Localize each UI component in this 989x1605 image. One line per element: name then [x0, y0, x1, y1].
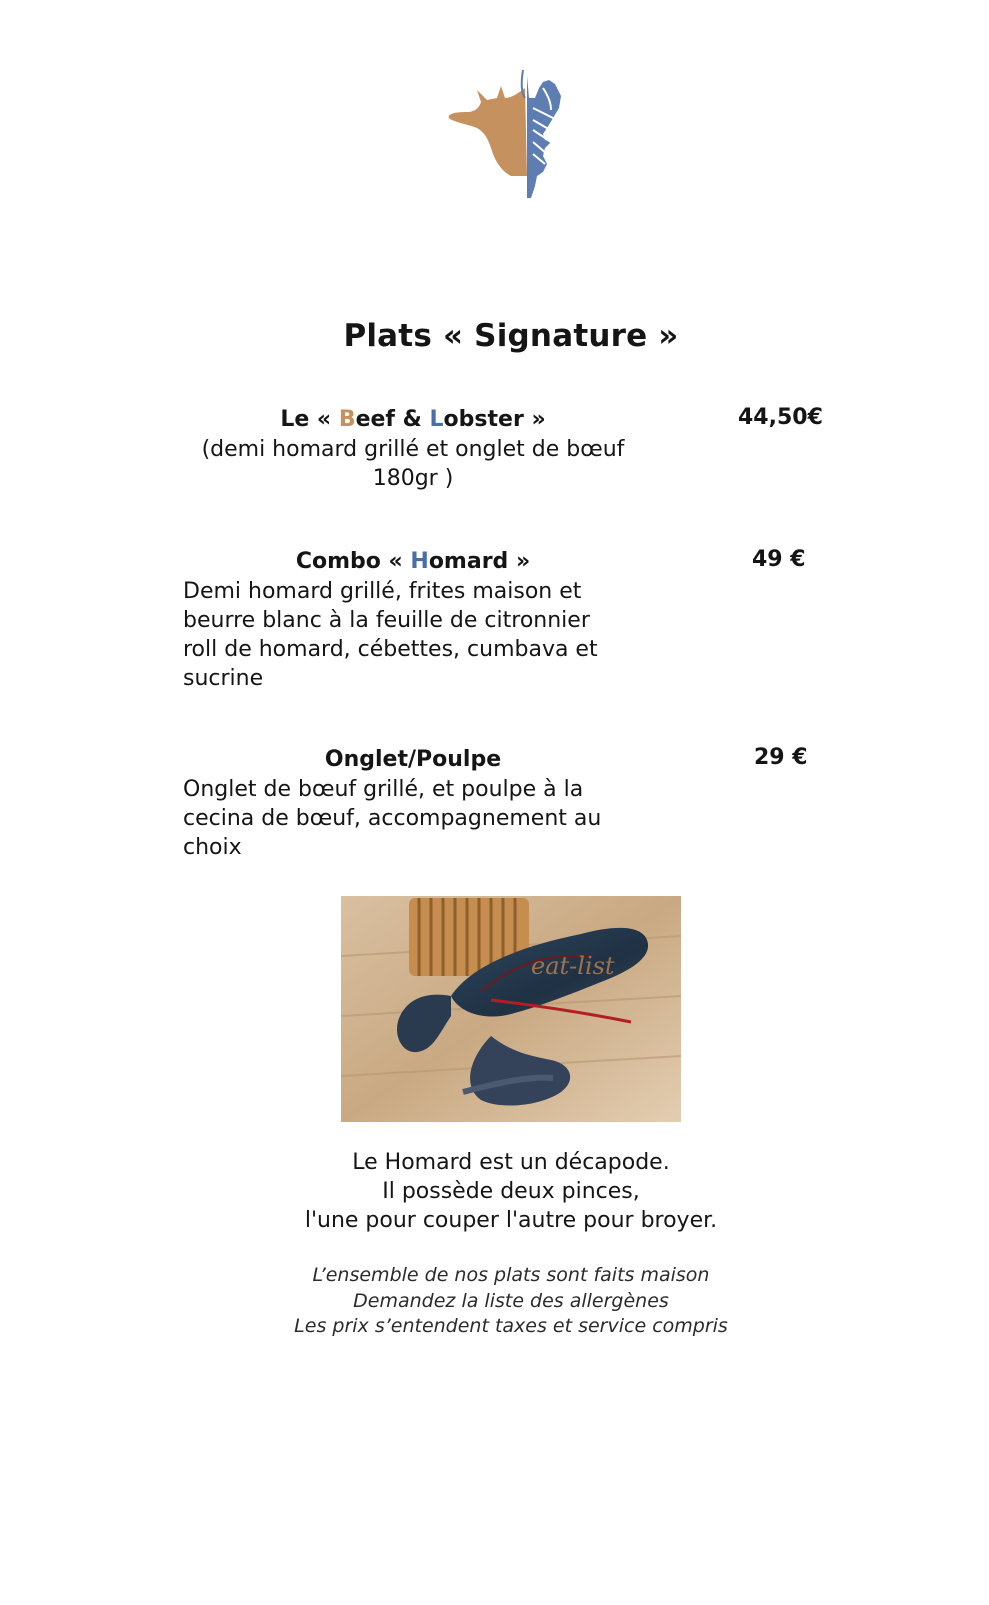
dish-combo-homard — [183, 547, 643, 693]
description-line: roll de homard, cébettes, cumbava et — [183, 637, 598, 662]
dish-price: 29 € — [754, 745, 808, 770]
dish-name-part: L — [429, 407, 444, 432]
dish-beef-lobster — [183, 405, 643, 493]
beef-lobster-logo-icon — [447, 68, 573, 200]
dish-name — [183, 405, 643, 434]
note-line: L’ensemble de nos plats sont faits maison — [312, 1264, 710, 1286]
page-title: Plats « Signature » — [343, 318, 679, 354]
description-line: choix — [183, 835, 242, 860]
description-line: 180gr ) — [372, 466, 454, 491]
description-line: Onglet de bœuf grillé, et poulpe à la — [183, 777, 584, 802]
description-line: sucrine — [183, 666, 264, 691]
dish-name: Onglet/Poulpe — [324, 747, 502, 772]
fact-line: l'une pour couper l'autre pour broyer. — [304, 1208, 718, 1233]
dish-name-part: Combo « — [295, 549, 411, 574]
description-line: beurre blanc à la feuille de citronnier — [183, 608, 590, 633]
dish-description — [183, 775, 643, 862]
dish-name-part: omard » — [428, 549, 531, 574]
fact-line: Le Homard est un décapode. — [352, 1150, 670, 1175]
description-line: (demi homard grillé et onglet de bœuf — [201, 437, 625, 462]
photo-watermark: eat-list — [531, 952, 615, 980]
description-line: Demi homard grillé, frites maison et — [183, 579, 582, 604]
note-line: Les prix s’entendent taxes et service compris — [294, 1315, 728, 1337]
dish-name-part: Le « — [280, 407, 339, 432]
dish-name-part: obster » — [443, 407, 546, 432]
menu-notes — [0, 1263, 989, 1340]
dish-name-part: B — [338, 407, 356, 432]
lobster-photo — [341, 896, 681, 1122]
dish-price: 49 € — [752, 547, 806, 572]
description-line: cecina de bœuf, accompagnement au — [183, 806, 602, 831]
dish-description — [183, 577, 643, 693]
lobster-fact — [0, 1148, 989, 1235]
dish-name-part: H — [410, 549, 429, 574]
dish-name — [183, 547, 643, 576]
dish-name-part: eef & — [355, 407, 430, 432]
dish-price: 44,50€ — [738, 405, 823, 430]
dish-onglet-poulpe — [183, 745, 643, 862]
dish-description — [183, 435, 643, 493]
fact-line: Il possède deux pinces, — [382, 1179, 640, 1204]
note-line: Demandez la liste des allergènes — [353, 1289, 669, 1312]
